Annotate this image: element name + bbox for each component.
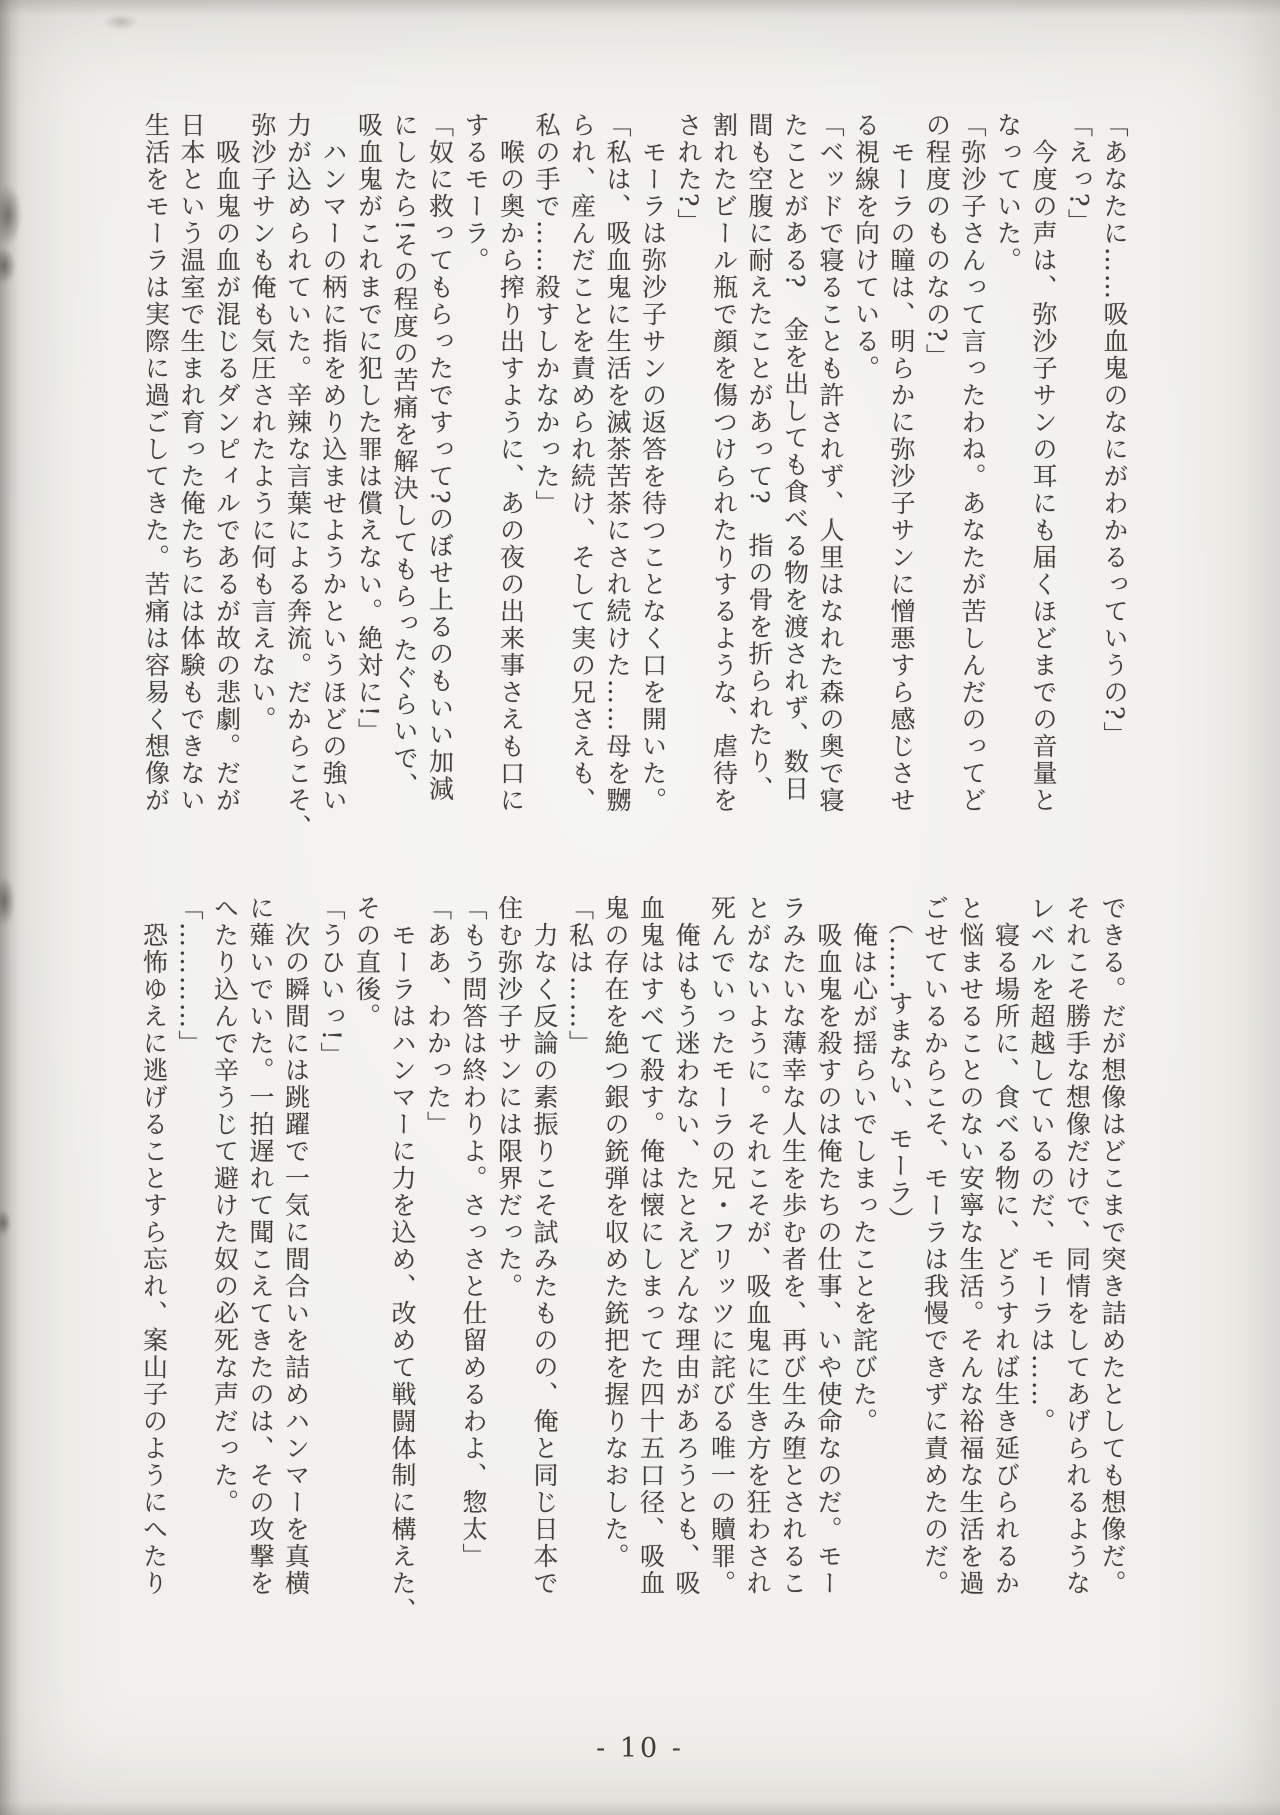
text-column: 今度の声は、弥沙子サンの耳にも届くほどまでの音量と: [1029, 112, 1058, 814]
text-column: 日本という温室で生まれ育った俺たちには体験もできない: [177, 112, 206, 814]
text-column: モーラの瞳は、明らかに弥沙子サンに憎悪すら感じさせ: [887, 112, 916, 814]
text-column: された?」: [674, 112, 703, 236]
text-column: に薙いでいた。一拍遅れて聞こえてきたのは、その攻撃を: [246, 895, 275, 1597]
text-column: 間も空腹に耐えたことがあって? 指の骨を折られたり、: [745, 112, 774, 803]
text-column: それこそ勝手な想像だけで、同情をしてあげられるような: [1062, 895, 1092, 1597]
scan-shadow-bottom: [0, 1801, 1280, 1815]
text-column: 「私は、吸血鬼に生活を滅茶苦茶にされ続けた……母を嬲: [603, 112, 632, 814]
text-column: レベルを超越しているのだ、モーラは……。: [1027, 895, 1056, 1435]
text-column: 「あなたに……吸血鬼のなにがわかるっていうの?」: [1100, 112, 1129, 749]
text-column: 「私は……」: [565, 895, 595, 1057]
text-column: なっていた。: [993, 112, 1023, 274]
text-column: ラみたいな薄幸な人生を歩む者を、再び生み堕とされるこ: [778, 895, 808, 1597]
text-column: 力が込められていた。辛辣な言葉による奔流。だからこそ、: [283, 112, 313, 841]
text-column: 吸血鬼の血が混じるダンピィルであるが故の悲劇。だが: [212, 112, 242, 814]
text-column: 吸血鬼がこれまでに犯した罪は償えない。絶対に!」: [354, 112, 384, 746]
scan-artifact: [104, 14, 138, 30]
text-column: 血鬼はすべて殺す。俺は懐にしまってた四十五口径、吸血: [636, 895, 666, 1597]
vertical-text-block-bottom: [136, 895, 1130, 1643]
text-column: られ、産んだことを責められ続け、そして実の兄さえも、: [567, 112, 597, 814]
text-column: その直後。: [352, 895, 382, 1030]
text-column: モーラはハンマーに力を込め、改めて戦闘体制に構えた、: [388, 895, 417, 1624]
text-column: 「うひいっ!」: [317, 895, 346, 1070]
text-column: 「えっ?」: [1064, 112, 1094, 236]
text-column: 吸血鬼を殺すのは俺たちの仕事、いや使命なのだ。モー: [814, 895, 843, 1597]
text-column: 「弥沙子さんって言ったわね。あなたが苦しんだのってど: [958, 112, 987, 814]
text-column: （……すまない、モーラ）: [885, 895, 914, 1234]
text-column: 割れたビール瓶で顔を傷つけられたりするような、虐待を: [709, 112, 739, 814]
text-column: 俺はもう迷わない、たとえどんな理由があろうとも、吸: [672, 895, 701, 1597]
text-column: 生活をモーラは実際に過ごしてきた。苦痛は容易く想像が: [141, 112, 171, 814]
text-column: 恐怖ゆえに逃げることすら忘れ、案山子のようにへたり: [139, 895, 169, 1597]
text-column: 弥沙子サンも俺も気圧されたように何も言えない。: [248, 112, 277, 733]
text-column: る視線を向けている。: [851, 112, 881, 382]
text-column: モーラは弥沙子サンの返答を待つことなく口を開いた。: [638, 112, 668, 814]
text-column: 次の瞬間には跳躍で一気に間合いを詰めハンマーを真横: [281, 895, 311, 1597]
text-column: 私の手で……殺すしかなかった」: [532, 112, 561, 517]
text-column: ハンマーの柄に指をめり込ませようかというほどの強い: [319, 112, 348, 814]
text-column: 鬼の存在を絶つ銀の銃弾を収めた銃把を握りなおした。: [601, 895, 630, 1570]
text-column: 寝る場所に、食べる物に、どうすれば生き延びられるか: [991, 895, 1021, 1597]
text-column: 「ああ、わかった」: [423, 895, 453, 1138]
text-column: 力なく反論の素振りこそ試みたものの、俺と同じ日本で: [530, 895, 559, 1597]
text-column: たことがある? 金を出しても食べる物を渡されず、数日: [780, 112, 810, 803]
vertical-text-block-top: [138, 112, 1132, 860]
scan-shadow-top: [0, 0, 1280, 16]
text-column: へたり込んで辛うじて避けた奴の必死な声だった。: [210, 895, 240, 1516]
text-column: 「ベッドで寝ることも許されず、人里はなれた森の奥で寝: [816, 112, 845, 814]
text-column: と悩ませることのない安寧な生活。そんな裕福な生活を過: [956, 895, 985, 1597]
text-column: 「奴に救ってもらったですって?のぼせ上るのもいい加減: [425, 112, 455, 803]
text-column: ごせているからこそ、モーラは我慢できずに責めたのだ。: [920, 895, 950, 1597]
text-column: 住む弥沙子サンには限界だった。: [494, 895, 524, 1300]
text-column: にしたら!その程度の苦痛を解決してもらったぐらいで、: [390, 112, 419, 800]
text-column: できる。だが想像はどこまで突き詰めたとしても想像だ。: [1098, 895, 1127, 1597]
text-column: 喉の奥から搾り出すように、あの夜の出来事さえも口に: [496, 112, 526, 814]
page-number: - 10 -: [596, 1733, 684, 1764]
text-column: の程度のものなの?」: [922, 112, 952, 371]
text-column: するモーラ。: [461, 112, 490, 274]
text-column: 「…………」: [175, 895, 204, 1057]
text-column: 俺は心が揺らいでしまったことを詫びた。: [849, 895, 879, 1435]
text-column: とがないように。それこそが、吸血鬼に生き方を狂わされ: [743, 895, 772, 1597]
text-column: 死んでいったモーラの兄・フリッツに詫びる唯一の贖罪。: [707, 895, 737, 1597]
text-column: 「もう問答は終わりよ。さっさと仕留めるわよ、惣太」: [459, 895, 488, 1570]
